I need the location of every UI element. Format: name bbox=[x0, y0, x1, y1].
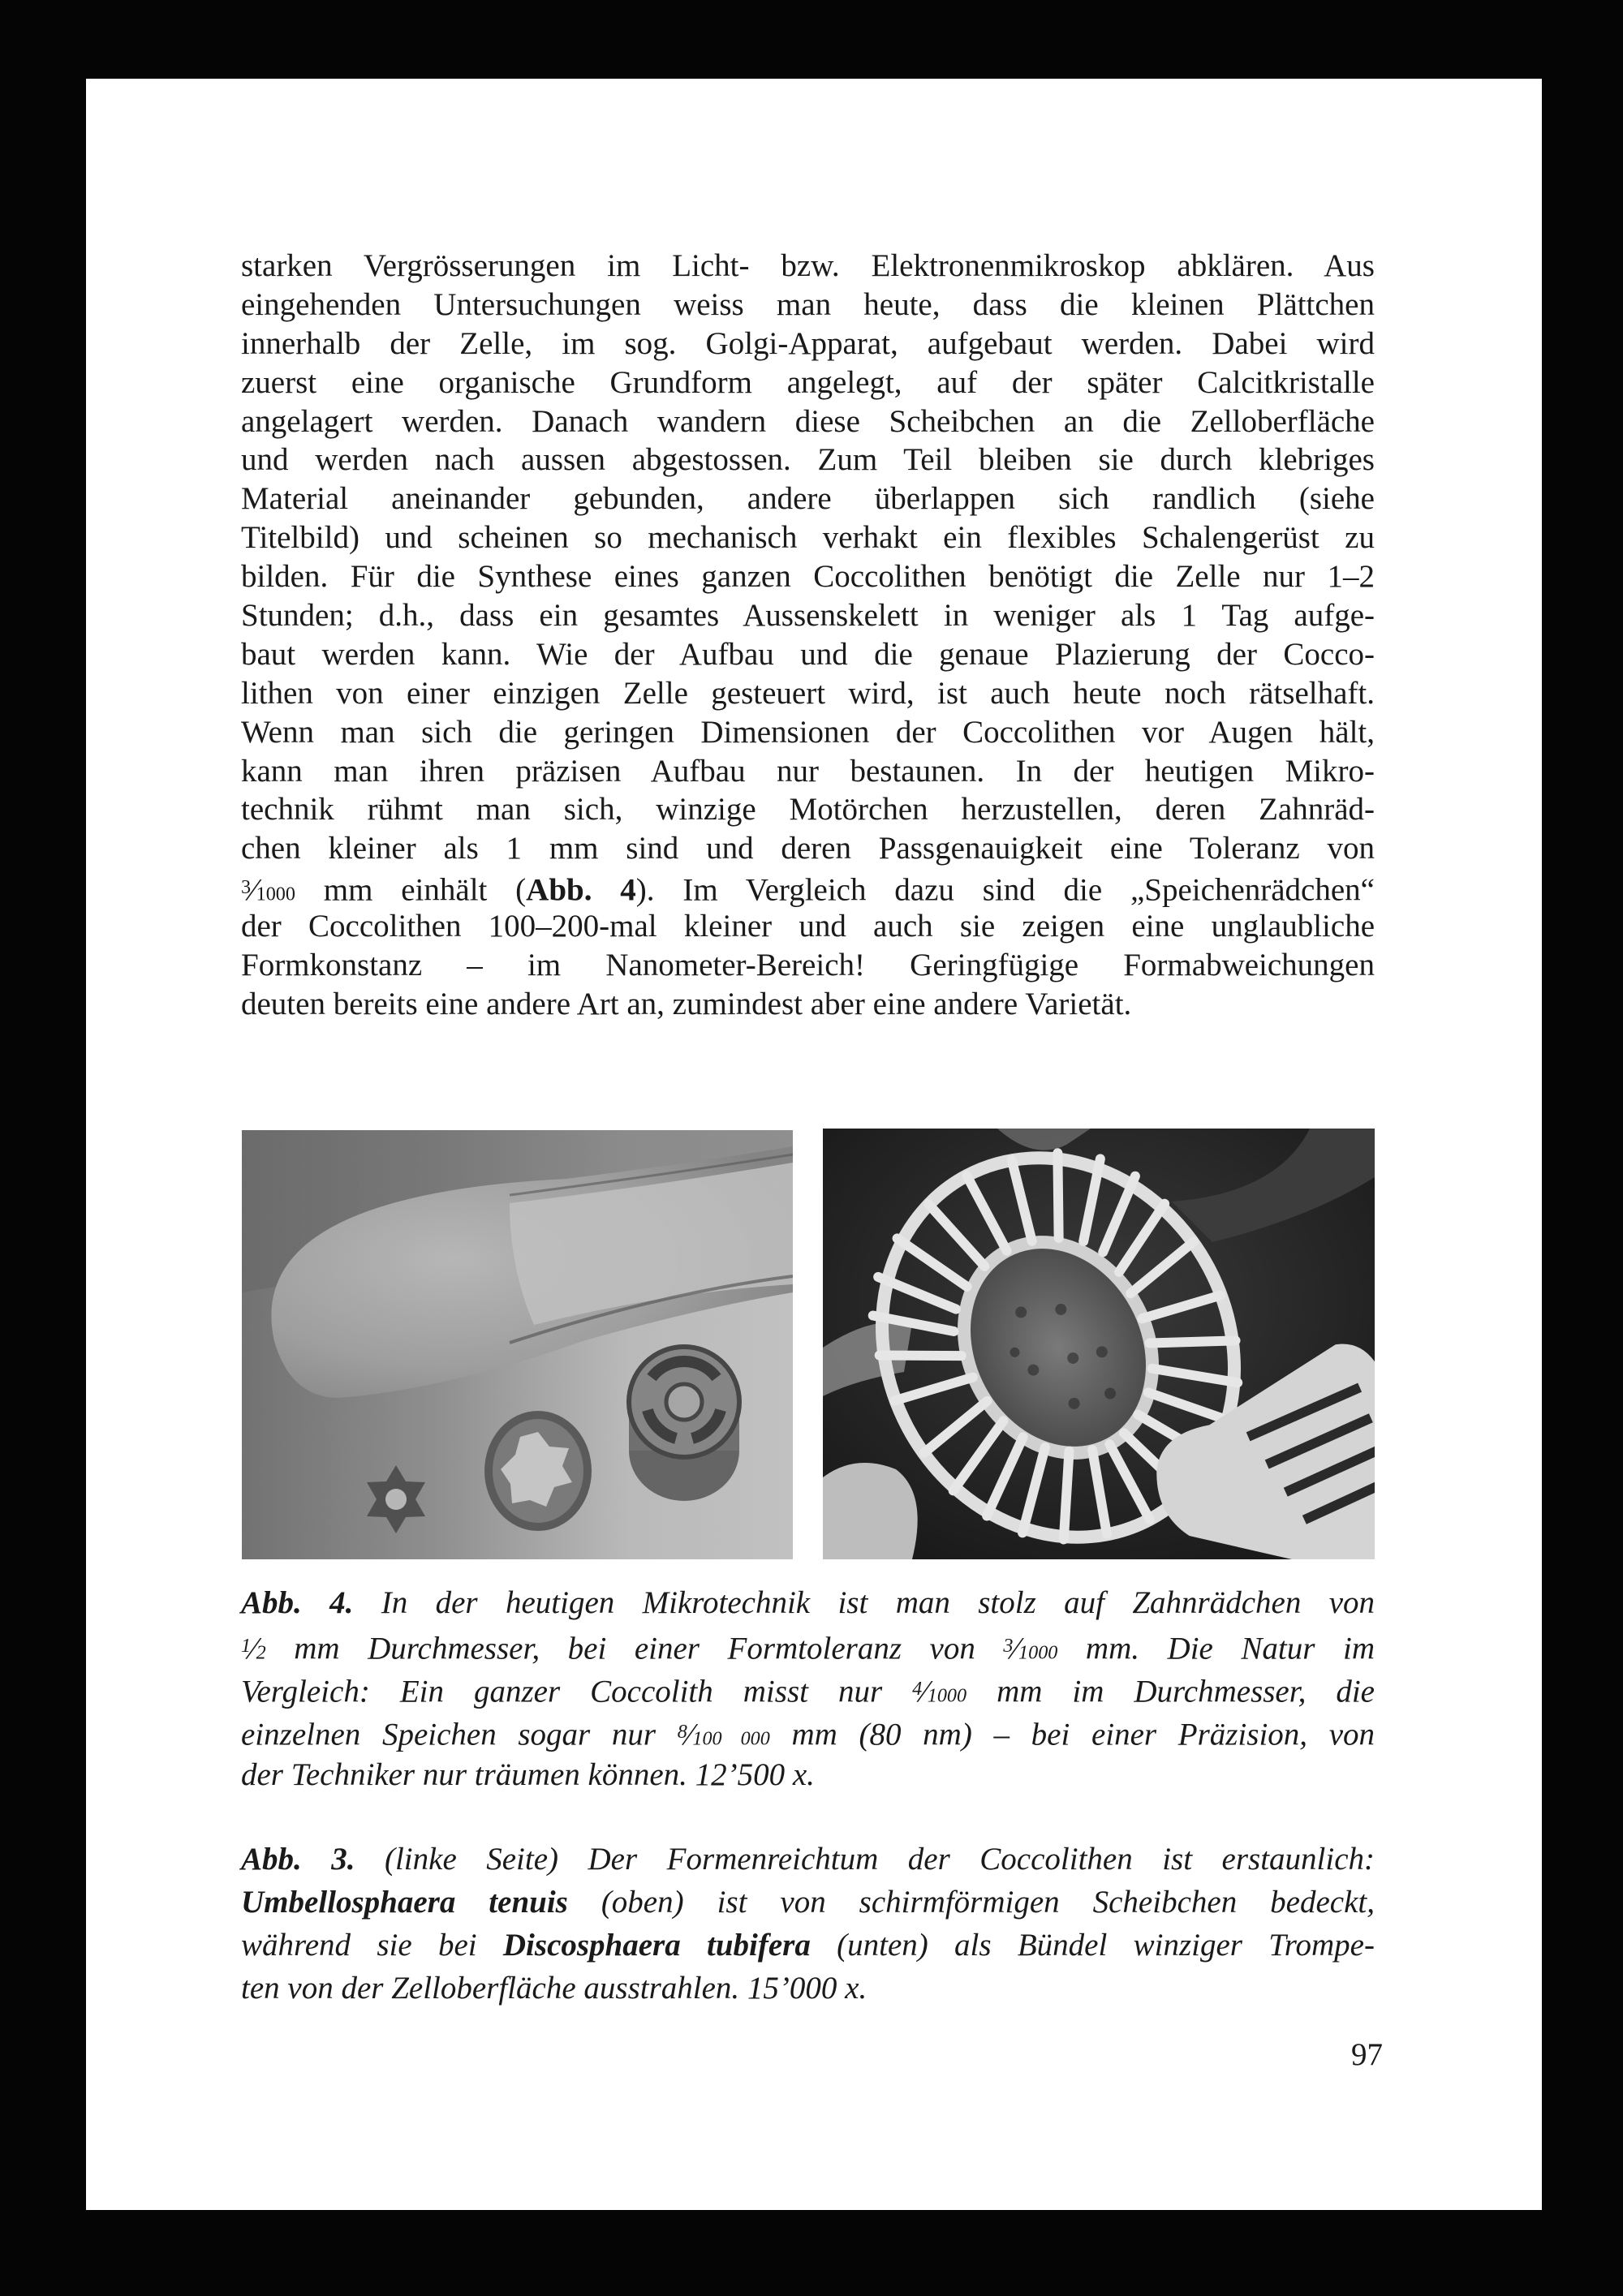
text-line: Formkonstanz – im Nanometer-Bereich! Geringfügige Formabweichungen bbox=[241, 948, 1375, 983]
figure-reference: Abb. 4 bbox=[526, 872, 636, 908]
text-run: (unten) als Bündel winziger Trompe- bbox=[810, 1928, 1375, 1963]
fraction-numerator: 3 bbox=[1003, 1635, 1014, 1657]
caption-line: ten von der Zelloberfläche ausstrahlen. 15’000 x. bbox=[241, 1971, 867, 2006]
text-line: lithen von einer einzigen Zelle gesteuert wird, ist auch heute noch rätselhaft. bbox=[241, 675, 1375, 711]
caption-line: einzelnen Speichen sogar nur $^8$⁄100 000 mm (80 nm) – bei einer Präzision, von bbox=[241, 1717, 1375, 1752]
caption-line: $^1$⁄2 mm Durchmesser, bei einer Formtoleranz von $^3$⁄1000 mm. Die Natur im bbox=[241, 1631, 1375, 1666]
figure-3-caption bbox=[241, 1838, 1375, 2010]
text-line: starken Vergrösserungen im Licht- bzw. Elektronenmikroskop abklären. Aus bbox=[241, 248, 1375, 283]
text-run: mm Durchmesser, bei einer Formtoleranz von bbox=[265, 1631, 1004, 1666]
text-run: ). Im Vergleich dazu sind die „Speichenrädchen“ bbox=[635, 872, 1375, 908]
text-run: einzelnen Speichen sogar nur bbox=[241, 1717, 678, 1752]
book-page bbox=[86, 79, 1542, 2210]
caption-line bbox=[241, 1838, 1375, 1881]
figure-label: Abb. 3. bbox=[241, 1842, 355, 1877]
caption-line: Vergleich: Ein ganzer Coccolith misst nur $^4$⁄1000 mm im Durchmesser, die bbox=[241, 1674, 1375, 1709]
text-run: mm (80 nm) – bei einer Präzision, von bbox=[769, 1717, 1375, 1752]
figure-4-caption bbox=[241, 1581, 1375, 1796]
figure-micro-gears-image bbox=[242, 1130, 793, 1559]
text-line: angelagert werden. Danach wandern diese Scheibchen an die Zelloberfläche bbox=[241, 403, 1375, 439]
text-run: mm im Durchmesser, die bbox=[966, 1674, 1375, 1709]
text-run: In der heutigen Mikrotechnik ist man stolz auf Zahnrädchen von bbox=[353, 1585, 1375, 1620]
text-run: (linke Seite) Der Formenreichtum der Coccolithen ist erstaunlich: bbox=[355, 1842, 1375, 1877]
fraction-numerator: 8 bbox=[677, 1721, 687, 1743]
body-text bbox=[241, 247, 1375, 1024]
figure-label: Abb. 4. bbox=[241, 1585, 354, 1620]
text-line: Wenn man sich die geringen Dimensionen der Coccolithen vor Augen hält, bbox=[241, 714, 1375, 750]
fraction-numerator: 3 bbox=[241, 876, 252, 899]
caption-line bbox=[241, 1924, 1375, 1967]
text-line: kann man ihren präzisen Aufbau nur bestaunen. In der heutigen Mikro- bbox=[241, 753, 1375, 789]
text-line: chen kleiner als 1 mm sind und deren Passgenauigkeit eine Toleranz von bbox=[241, 831, 1375, 866]
text-line: baut werden kann. Wie der Aufbau und die genaue Plazierung der Cocco- bbox=[241, 636, 1375, 672]
fraction-denominator: 100 000 bbox=[692, 1727, 770, 1750]
fraction-numerator: 1 bbox=[241, 1635, 252, 1657]
text-run: Vergleich: Ein ganzer Coccolith misst nur bbox=[241, 1674, 913, 1709]
figure-row bbox=[241, 1129, 1375, 1561]
species-name: Umbellosphaera tenuis bbox=[241, 1885, 568, 1920]
text-line: Stunden; d.h., dass ein gesamtes Aussenskelett in weniger als 1 Tag aufge- bbox=[241, 598, 1375, 634]
caption-line bbox=[241, 1581, 1375, 1624]
text-line-with-figure-ref: $^3$⁄1000 mm einhält (Abb. 4). Im Vergleich dazu sind die „Speichenrädchen“ bbox=[241, 872, 1375, 908]
species-name: Discosphaera tubifera bbox=[502, 1928, 811, 1963]
text-run: mm. Die Natur im bbox=[1057, 1631, 1375, 1666]
text-run: (oben) ist von schirmförmigen Scheibchen bedeckt, bbox=[567, 1885, 1375, 1920]
figure-coccolith-micrograph bbox=[823, 1129, 1375, 1559]
fraction-denominator: 1000 bbox=[256, 883, 295, 905]
caption-line: der Techniker nur träumen können. 12’500 x. bbox=[241, 1757, 815, 1792]
fraction-numerator: 4 bbox=[912, 1678, 923, 1700]
text-line: und werden nach aussen abgestossen. Zum Teil bleiben sie durch klebriges bbox=[241, 442, 1375, 478]
text-run: während sie bei bbox=[241, 1928, 503, 1963]
text-run: mm einhält ( bbox=[295, 872, 527, 908]
page-number: 97 bbox=[1351, 2037, 1383, 2072]
text-line: eingehenden Untersuchungen weiss man heute, dass die kleinen Plättchen bbox=[241, 286, 1375, 322]
fraction-denominator: 1000 bbox=[1018, 1641, 1058, 1664]
text-line: bilden. Für die Synthese eines ganzen Coccolithen benötigt die Zelle nur 1–2 bbox=[241, 559, 1375, 595]
text-line: deuten bereits eine andere Art an, zumindest aber eine andere Varietät. bbox=[241, 986, 1132, 1021]
text-line: innerhalb der Zelle, im sog. Golgi-Apparat, aufgebaut werden. Dabei wird bbox=[241, 325, 1375, 361]
text-line: zuerst eine organische Grundform angelegt, auf der später Calcitkristalle bbox=[241, 364, 1375, 400]
caption-line bbox=[241, 1881, 1375, 1924]
text-line: technik rühmt man sich, winzige Motörchen herzustellen, deren Zahnräd- bbox=[241, 792, 1375, 828]
text-line: Titelbild) und scheinen so mechanisch verhakt ein flexibles Schalengerüst zu bbox=[241, 520, 1375, 556]
text-line: der Coccolithen 100–200-mal kleiner und auch sie zeigen eine unglaubliche bbox=[241, 909, 1375, 944]
text-line: Material aneinander gebunden, andere überlappen sich randlich (siehe bbox=[241, 481, 1375, 517]
fraction-denominator: 2 bbox=[256, 1641, 266, 1664]
fraction-denominator: 1000 bbox=[927, 1684, 967, 1707]
